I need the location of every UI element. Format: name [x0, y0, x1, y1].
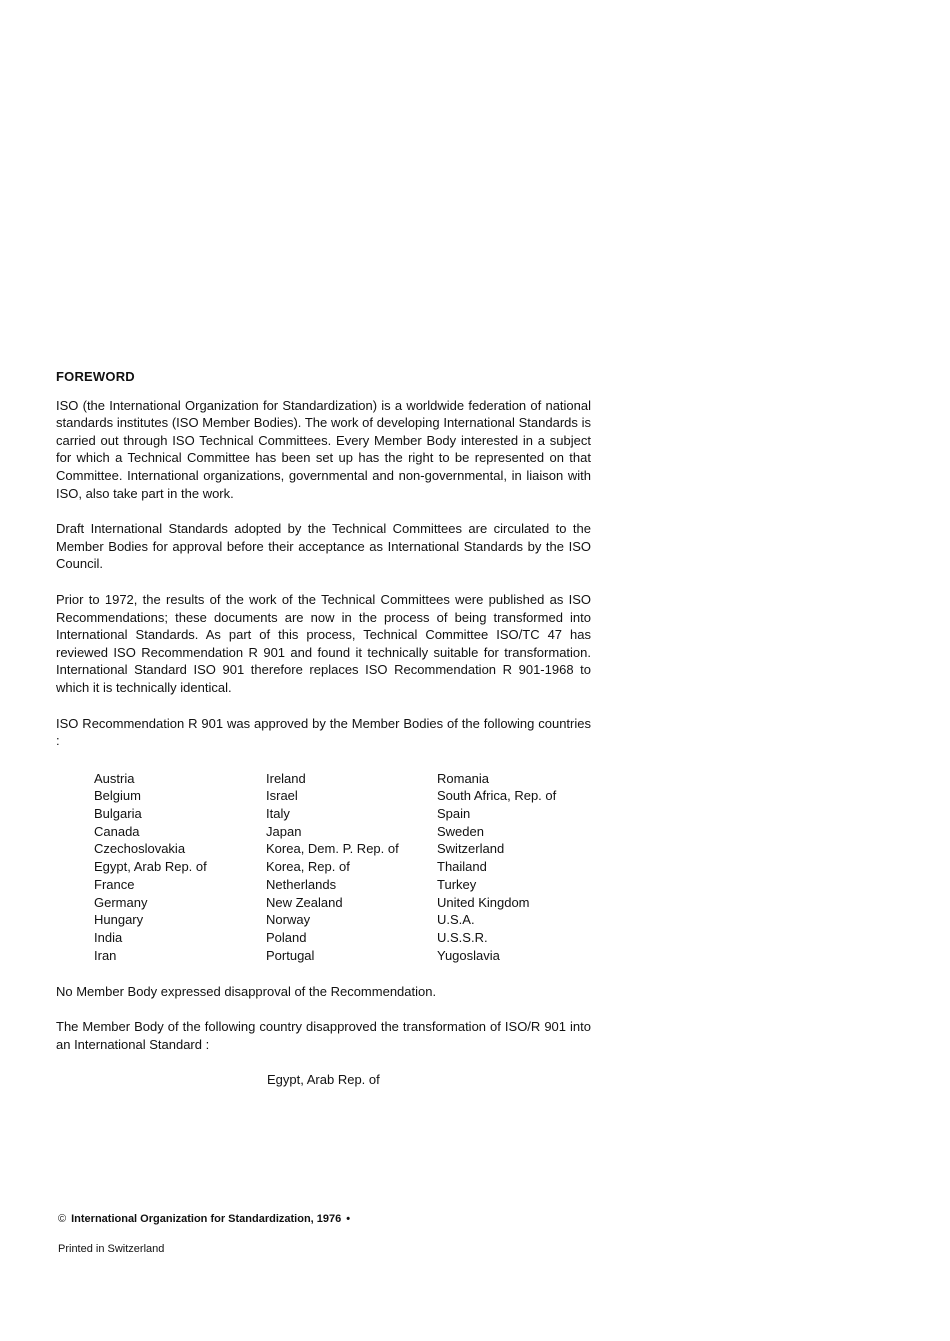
country-item: Egypt, Arab Rep. of — [94, 859, 207, 875]
country-item: Japan — [266, 823, 302, 839]
countries-column-3 — [437, 770, 556, 965]
country-item: Netherlands — [266, 876, 337, 892]
country-item: New Zealand — [266, 894, 343, 910]
country-item: U.S.A. — [437, 912, 475, 928]
country-item: South Africa, Rep. of — [437, 788, 557, 804]
countries-column-1 — [94, 770, 207, 965]
country-item: U.S.S.R. — [437, 929, 488, 945]
country-item: Belgium — [94, 788, 141, 804]
disapproval-intro: The Member Body of the following country disapproved the transformation of ISO/R 901 into an International Standard : — [56, 1019, 591, 1052]
country-item: Italy — [266, 806, 290, 822]
printed-in-note: Printed in Switzerland — [58, 1243, 165, 1255]
country-item: Canada — [94, 823, 140, 839]
foreword-heading: FOREWORD — [56, 369, 135, 384]
country-item: Iran — [94, 947, 117, 963]
country-item: Korea, Rep. of — [266, 859, 350, 875]
country-item: Poland — [266, 929, 307, 945]
no-disapproval-statement: No Member Body expressed disapproval of the Recommendation. — [56, 983, 437, 999]
approving-countries-list — [94, 770, 591, 965]
country-item: Israel — [266, 788, 298, 804]
country-item: Bulgaria — [94, 806, 142, 822]
country-item: Czechoslovakia — [94, 841, 186, 857]
disapproving-country: Egypt, Arab Rep. of — [267, 1072, 380, 1088]
country-item: Romania — [437, 770, 490, 786]
copyright-line — [58, 1213, 350, 1225]
foreword-paragraph-draft-standards: Draft International Standards adopted by the Technical Committees are circulated to the Member Bodies for approval before their acceptance as International Standards by the ISO Council. — [56, 521, 591, 572]
country-item: Korea, Dem. P. Rep. of — [266, 841, 399, 857]
foreword-paragraph-iso-intro: ISO (the International Organization for Standardization) is a worldwide federation of national standards institutes (ISO Member Bodies). The work of developing International Standards is carried out through ISO Technical Committees. Every Member Body interested in a subject for which a Technical Committee has been set up has the right to be represented on that Committee. International organizations, governmental and non-governmental, in liaison with ISO, also take part in the work. — [56, 397, 591, 501]
foreword-section — [56, 368, 591, 1089]
foreword-paragraph-transformation: Prior to 1972, the results of the work of the Technical Committees were published as ISO Recommendations; these documents are now in the process of being transformed into International Standards. As part of this process, Technical Committee ISO/TC 47 has reviewed ISO Recommendation R 901 and found it technically suitable for transformation. International Standard ISO 901 therefore replaces ISO Recommendation R 901-1968 to which it is technically identical. — [56, 591, 591, 695]
country-item: Austria — [94, 770, 135, 786]
country-item: France — [94, 876, 135, 892]
country-item: Portugal — [266, 947, 315, 963]
country-item: United Kingdom — [437, 894, 530, 910]
country-item: Switzerland — [437, 841, 505, 857]
country-item: Norway — [266, 912, 311, 928]
country-item: Thailand — [437, 859, 487, 875]
country-item: Hungary — [94, 912, 144, 928]
country-item: Spain — [437, 806, 471, 822]
country-item: Turkey — [437, 876, 477, 892]
copyright-symbol-icon: © — [58, 1213, 67, 1225]
countries-column-2 — [266, 770, 399, 965]
country-item: Germany — [94, 894, 148, 910]
country-item: India — [94, 929, 123, 945]
copyright-text: International Organization for Standardization, 1976 — [71, 1213, 342, 1225]
country-item: Ireland — [266, 770, 306, 786]
country-item: Sweden — [437, 823, 484, 839]
bullet-icon: • — [346, 1213, 351, 1225]
foreword-paragraph-approval-intro: ISO Recommendation R 901 was approved by the Member Bodies of the following countries : — [56, 715, 591, 749]
country-item: Yugoslavia — [437, 947, 500, 963]
